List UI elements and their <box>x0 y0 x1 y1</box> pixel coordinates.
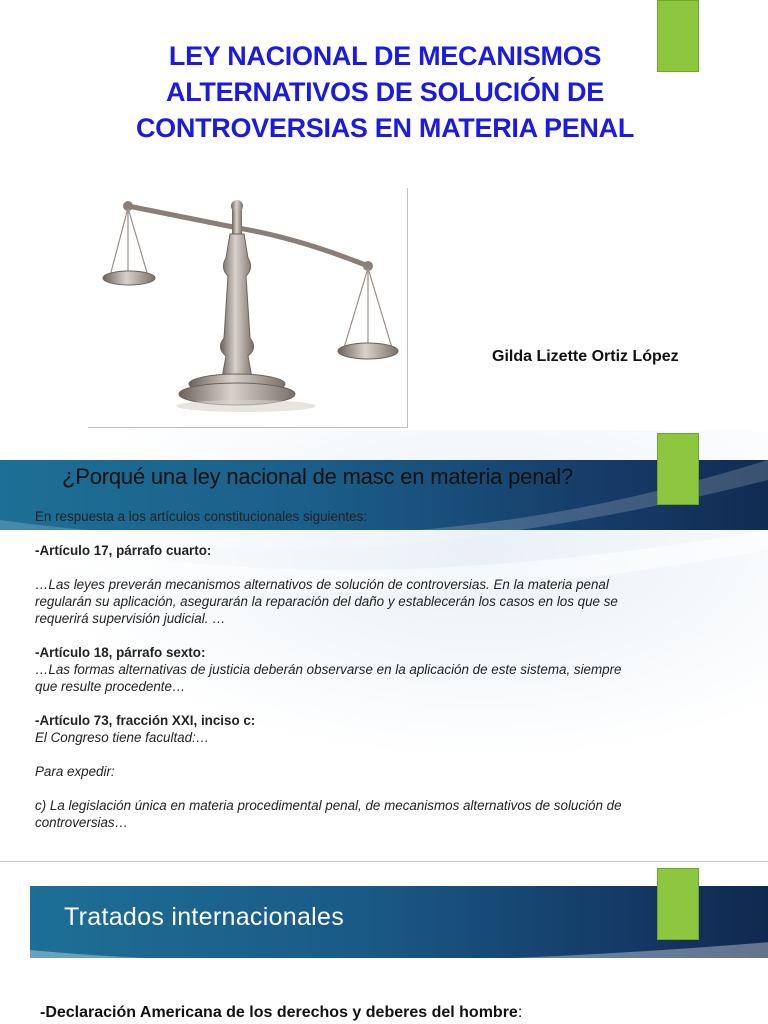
treaty-item-colon: : <box>517 1004 523 1021</box>
inciso-c-text: controversias… <box>35 815 129 830</box>
title-line: ALTERNATIVOS DE SOLUCIÓN DE <box>166 77 604 107</box>
treaty-item <box>40 1004 522 1022</box>
article-18-text: …Las formas alternativas de justicia deberán observarse en la aplicación de este sistema, siempre <box>35 662 622 677</box>
title-line: LEY NACIONAL DE MECANISMOS <box>168 41 602 71</box>
title-line: CONTROVERSIAS EN MATERIA PENAL <box>135 113 635 143</box>
article-17-text: regularán su aplicación, asegurarán la reparación del daño y establecerán los casos en los que se <box>35 594 618 609</box>
article-18-heading: -Artículo 18, párrafo sexto: <box>35 645 206 660</box>
accent-bar <box>657 433 699 505</box>
image-border-right <box>407 188 408 428</box>
image-border-bottom <box>88 427 408 428</box>
slide-porque <box>0 430 768 860</box>
para-expedir-text: Para expedir: <box>35 764 115 779</box>
slide-title-heading <box>70 38 700 146</box>
slide-title <box>0 0 768 430</box>
article-17-text: requerirá supervisión judicial. … <box>35 611 226 626</box>
slide-tratados <box>0 862 768 1024</box>
article-73-heading: -Artículo 73, fracción XXI, inciso c: <box>35 713 256 728</box>
accent-bar <box>657 868 699 940</box>
article-17-text: …Las leyes preverán mecanismos alternativos de solución de controversias. En la materia penal <box>35 577 609 592</box>
article-18-text: que resulte procedente… <box>35 679 186 694</box>
slide-heading: ¿Porqué una ley nacional de masc en materia penal? <box>62 464 573 489</box>
article-73-text: El Congreso tiene facultad:… <box>35 730 210 745</box>
intro-text: En respuesta a los artículos constitucionales siguientes: <box>35 509 367 524</box>
scales-image <box>88 188 408 428</box>
article-17-heading: -Artículo 17, párrafo cuarto: <box>35 543 212 558</box>
inciso-c-text: c) La legislación única en materia procedimental penal, de mecanismos alternativos de solución de <box>35 798 622 813</box>
treaty-item-text: -Declaración Americana de los derechos y deberes del hombre <box>40 1004 518 1021</box>
slide-body <box>35 508 745 831</box>
author-name: Gilda Lizette Ortiz López <box>492 348 679 365</box>
slide-heading: Tratados internacionales <box>64 903 345 931</box>
scales-of-justice-icon <box>88 188 408 428</box>
